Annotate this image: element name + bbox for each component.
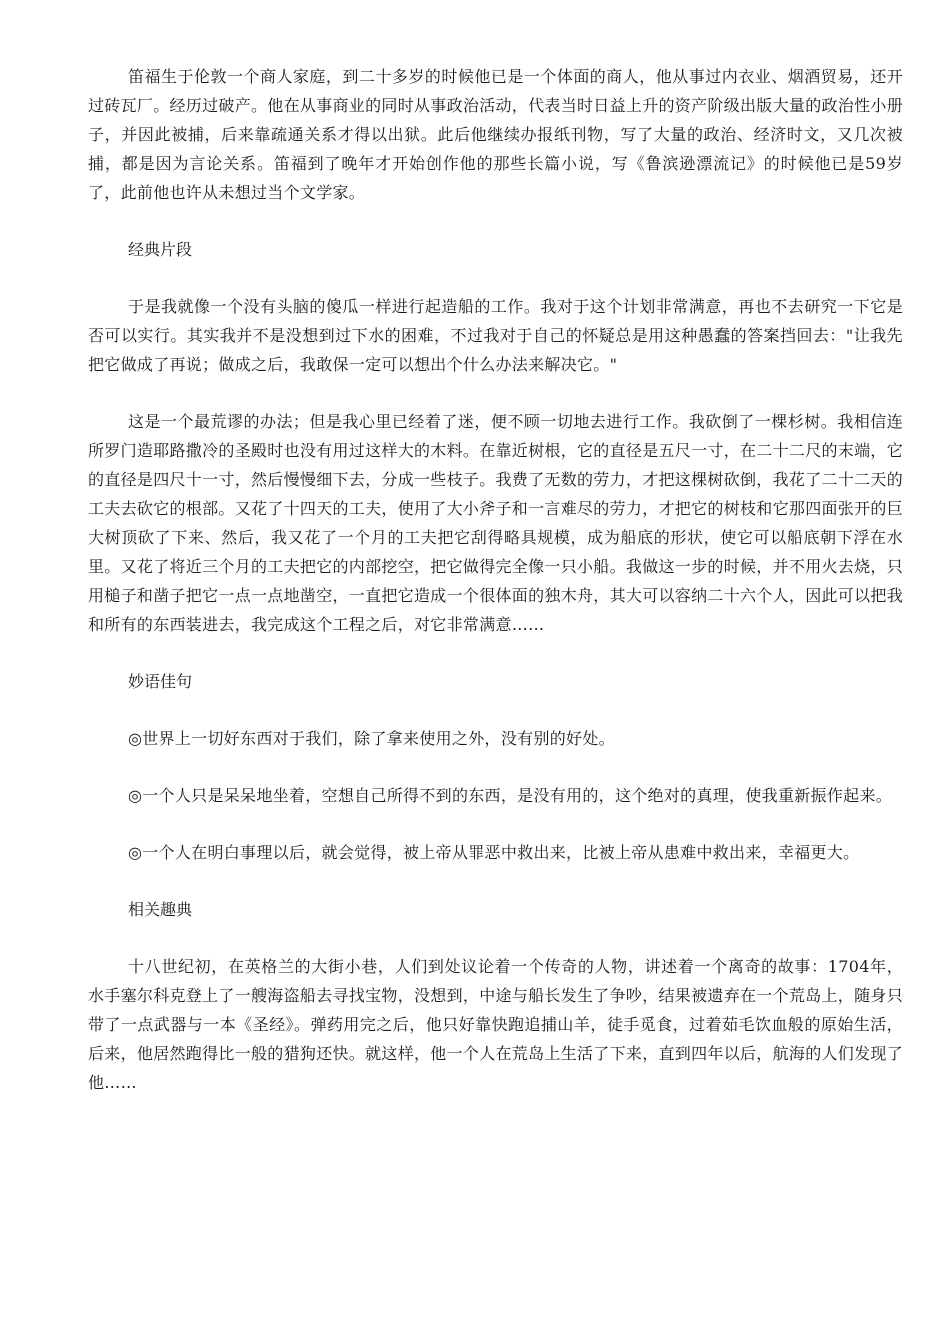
excerpt-paragraph-2: 这是一个最荒谬的办法；但是我心里已经着了迷，便不顾一切地去进行工作。我砍倒了一棵杉树。我相信连所罗门造耶路撒冷的圣殿时也没有用过这样大的木料。在靠近树根，它的直径是五尺一寸，在二十二尺的末端，它的直径是四尺十一寸，然后慢慢细下去，分成一些枝子。我费了无数的劳力，才把这棵树砍倒，我花了二十二天的工夫去砍它的根部。又花了十四天的工夫，使用了大小斧子和一言难尽的劳力，才把它的树枝和它那四面张开的巨大树顶砍了下来、然后，我又花了一个月的工夫把它刮得略具规模，成为船底的形状，使它可以船底朝下浮在水里。又花了将近三个月的工夫把它的内部挖空，把它做得完全像一只小船。我做这一步的时候，并不用火去烧，只用槌子和凿子把它一点一点地凿空，一直把它造成一个很体面的独木舟，其大可以容纳二十六个人，因此可以把我和所有的东西装进去，我完成这个工程之后，对它非常满意……: [88, 412, 904, 634]
quote-item-3: ◎一个人在明白事理以后，就会觉得，被上帝从罪恶中救出来，比被上帝从患难中救出来，幸福更大。: [128, 843, 860, 862]
document-page: [88, 62, 903, 1097]
classic-excerpt-heading: 经典片段: [128, 240, 193, 259]
related-anecdote-heading: 相关趣典: [128, 900, 193, 919]
quote-item-1: ◎世界上一切好东西对于我们，除了拿来使用之外，没有别的好处。: [128, 729, 615, 748]
biography-paragraph: 笛福生于伦敦一个商人家庭，到二十多岁的时候他已是一个体面的商人，他从事过内衣业、烟酒贸易，还开过砖瓦厂。经历过破产。他在从事商业的同时从事政治活动，代表当时日益上升的资产阶级出版大量的政治性小册子，并因此被捕，后来靠疏通关系才得以出狱。此后他继续办报纸刊物，写了大量的政治、经济时文，又几次被捕，都是因为言论关系。笛福到了晚年才开始创作他的那些长篇小说，写《鲁滨逊漂流记》的时候他已是59岁了，此前他也许从未想过当个文学家。: [88, 67, 904, 202]
quotes-heading: 妙语佳句: [128, 672, 193, 691]
excerpt-paragraph-1: 于是我就像一个没有头脑的傻瓜一样进行起造船的工作。我对于这个计划非常满意，再也不去研究一下它是否可以实行。其实我并不是没想到过下水的困难，不过我对于自己的怀疑总是用这种愚蠢的答案挡回去："让我先把它做成了再说；做成之后，我敢保一定可以想出个什么办法来解决它。": [88, 297, 903, 374]
related-anecdote-paragraph: 十八世纪初，在英格兰的大街小巷，人们到处议论着一个传奇的人物，讲述着一个离奇的故事：1704年，水手塞尔科克登上了一艘海盗船去寻找宝物，没想到，中途与船长发生了争吵，结果被遗弃在一个荒岛上，随身只带了一点武器与一本《圣经》。弹药用完之后，他只好靠快跑追捕山羊，徒手觅食，过着茹毛饮血般的原始生活，后来，他居然跑得比一般的猎狗还快。就这样，他一个人在荒岛上生活了下来，直到四年以后，航海的人们发现了他……: [88, 957, 904, 1092]
quote-item-2: ◎一个人只是呆呆地坐着，空想自己所得不到的东西，是没有用的，这个绝对的真理，使我重新振作起来。: [128, 786, 893, 805]
